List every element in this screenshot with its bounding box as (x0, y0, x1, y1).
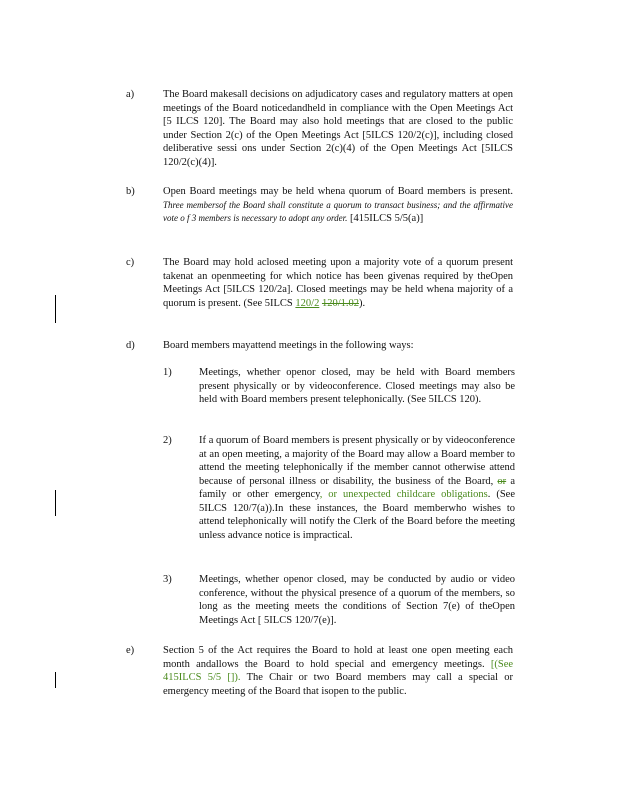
deleted-word: or (497, 475, 507, 487)
paragraph-text-b: The Chair or two Board members may call a special or emergency meeting of the Board that isopen to the public. (163, 672, 513, 697)
paragraph-text (163, 185, 513, 226)
paragraph-end: ). (359, 297, 366, 309)
citation: [415ILCS 5/5(a)] (350, 213, 424, 224)
paragraph-label: c) (126, 257, 135, 268)
paragraph-label: e) (126, 645, 135, 656)
paragraph-text-main: The Board may hold aclosed meeting upon a majority vote of a quorum present takenat an openmeeting for which notice has been givenas required by theOpen Meetings Act [5ILCS 120/2a]. Closed meetings may be held whena majority of a quorum is present. (See 5ILCS (163, 257, 513, 309)
change-bar (55, 672, 56, 688)
paragraph-text: The Board makesall decisions on adjudicatory cases and regulatory matters at open meetings of the Board noticedandheld in compliance with the Open Meetings Act [5 ILCS 120]. The Board may also hold meetings that are closed to the public under Section 2(c) of the Open Meetings Act [5ILCS 120/2(c)], including closed deliberative sessi ons under Section 2(c)(4) of the Open Meetings Act [5ILCS 120/2(c)(4)]. (163, 89, 513, 168)
paragraph-label: b) (126, 186, 135, 197)
change-bar (55, 490, 56, 516)
inserted-text: , or unexpected childcare obligations (319, 489, 488, 500)
paragraph-label: a) (126, 89, 135, 100)
subparagraph-text: Meetings, whether openor closed, may be held with Board members present physically or by videoconference. Closed meetings may also be held with Board members present telephonically. (See 5ILCS 120). (199, 367, 515, 405)
paragraph-text-a: Section 5 of the Act requires the Board to hold at least one open meeting each month andallows the Board to hold special and emergency meetings. (163, 645, 513, 670)
paragraph-text (163, 644, 513, 698)
subparagraph-text-a: If a quorum of Board members is present physically or by videoconference at an open meeting, a majority of the Board may allow a Board member to attend the meeting telephonically if the member cannot otherwise attend because of personal illness or disability, the business of the Board, (199, 435, 515, 487)
paragraph-label: d) (126, 340, 135, 351)
subparagraph-label: 1) (163, 367, 172, 378)
change-bar (55, 295, 56, 323)
statutory-quote: Three membersof the Board shall constitute a quorum to transact business; and the affirmative vote o f 3 members is necessary to adopt any order. (163, 199, 513, 223)
paragraph-text (163, 256, 513, 310)
subparagraph-label: 3) (163, 574, 172, 585)
subparagraph-label: 2) (163, 435, 172, 446)
deleted-citation: 120/1.02 (321, 297, 359, 309)
paragraph-text-main: Open Board meetings may be held whena quorum of Board members is present. (163, 186, 513, 197)
subparagraph-text: Meetings, whether openor closed, may be conducted by audio or video conference, without the physical presence of a quorum of the members, so long as the meeting meets the conditions of Section 7(e) of theOpen Meetings Act [ 5ILCS 120/7(e)]. (199, 574, 515, 626)
subparagraph-text-c: . (See 5ILCS 120/7(a)).In these instances, the Board memberwho wishes to attend telephonically will notify the Clerk of the Board before the meeting unless advance notice is impractical. (199, 489, 515, 541)
inserted-citation: [(See 415ILCS 5/5 []). (163, 658, 514, 683)
paragraph-intro: Board members mayattend meetings in the following ways: (163, 340, 414, 351)
subparagraph-text (199, 434, 515, 542)
subparagraph-text-b: a family or other emergency (199, 475, 516, 500)
inserted-citation: 120/2 (295, 297, 320, 309)
